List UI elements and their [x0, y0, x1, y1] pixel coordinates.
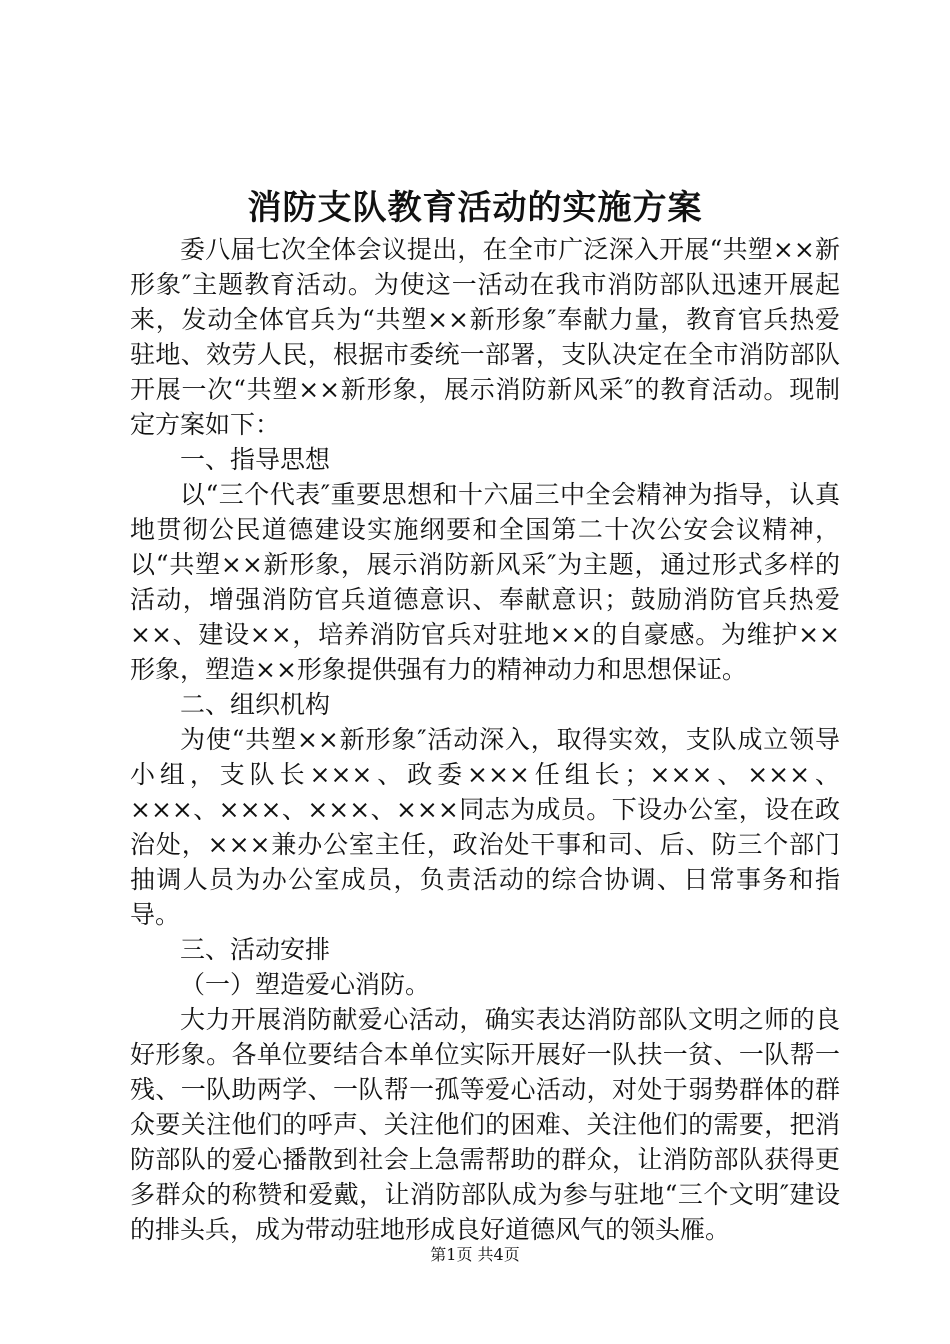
section-heading-activities: 三、活动安排 — [180, 935, 331, 964]
intro-paragraph: 委八届七次全体会议提出，在全市广泛深入开展“共塑××新形象″主题教育活动。为使这一活动在我市消防部队迅速开展起来，发动全体官兵为“共塑××新形象″奉献力量，教育官兵热爱驻地、效劳人民，根据市委统一部署，支队决定在全市消防部队开展一次“共塑××新形象，展示消防新风采″的教育活动。现制定方案如下： — [130, 235, 840, 439]
document-title: 消防支队教育活动的实施方案 — [247, 188, 703, 228]
subsection-heading-caring-fire: （一）塑造爱心消防。 — [180, 970, 431, 999]
organization-paragraph: 为使“共塑××新形象″活动深入，取得实效，支队成立领导小组，支队长×××、政委×××任组长；×××、×××、×××、×××、×××、×××同志为成员。下设办公室，设在政治处，×××兼办公室主任，政治处干事和司、后、防三个部门抽调人员为办公室成员，负责活动的综合协调、日常事务和指导。 — [130, 725, 840, 929]
section-heading-organization: 二、组织机构 — [180, 690, 331, 719]
document-body — [130, 232, 840, 1247]
page-footer: 第1页 共4页 — [430, 1245, 520, 1264]
section-heading-guiding-thought: 一、指导思想 — [180, 445, 331, 474]
guiding-thought-paragraph: 以“三个代表″重要思想和十六届三中全会精神为指导，认真地贯彻公民道德建设实施纲要和全国第二十次公安会议精神，以“共塑××新形象，展示消防新风采″为主题，通过形式多样的活动，增强消防官兵道德意识、奉献意识；鼓励消防官兵热爱××、建设××，培养消防官兵对驻地××的自豪感。为维护××形象，塑造××形象提供强有力的精神动力和思想保证。 — [130, 480, 840, 684]
caring-fire-paragraph: 大力开展消防献爱心活动，确实表达消防部队文明之师的良好形象。各单位要结合本单位实际开展好一队扶一贫、一队帮一残、一队助两学、一队帮一孤等爱心活动，对处于弱势群体的群众要关注他们的呼声、关注他们的困难、关注他们的需要，把消防部队的爱心播散到社会上急需帮助的群众，让消防部队获得更多群众的称赞和爱戴，让消防部队成为参与驻地“三个文明″建设的排头兵，成为带动驻地形成良好道德风气的领头雁。 — [130, 1005, 840, 1244]
